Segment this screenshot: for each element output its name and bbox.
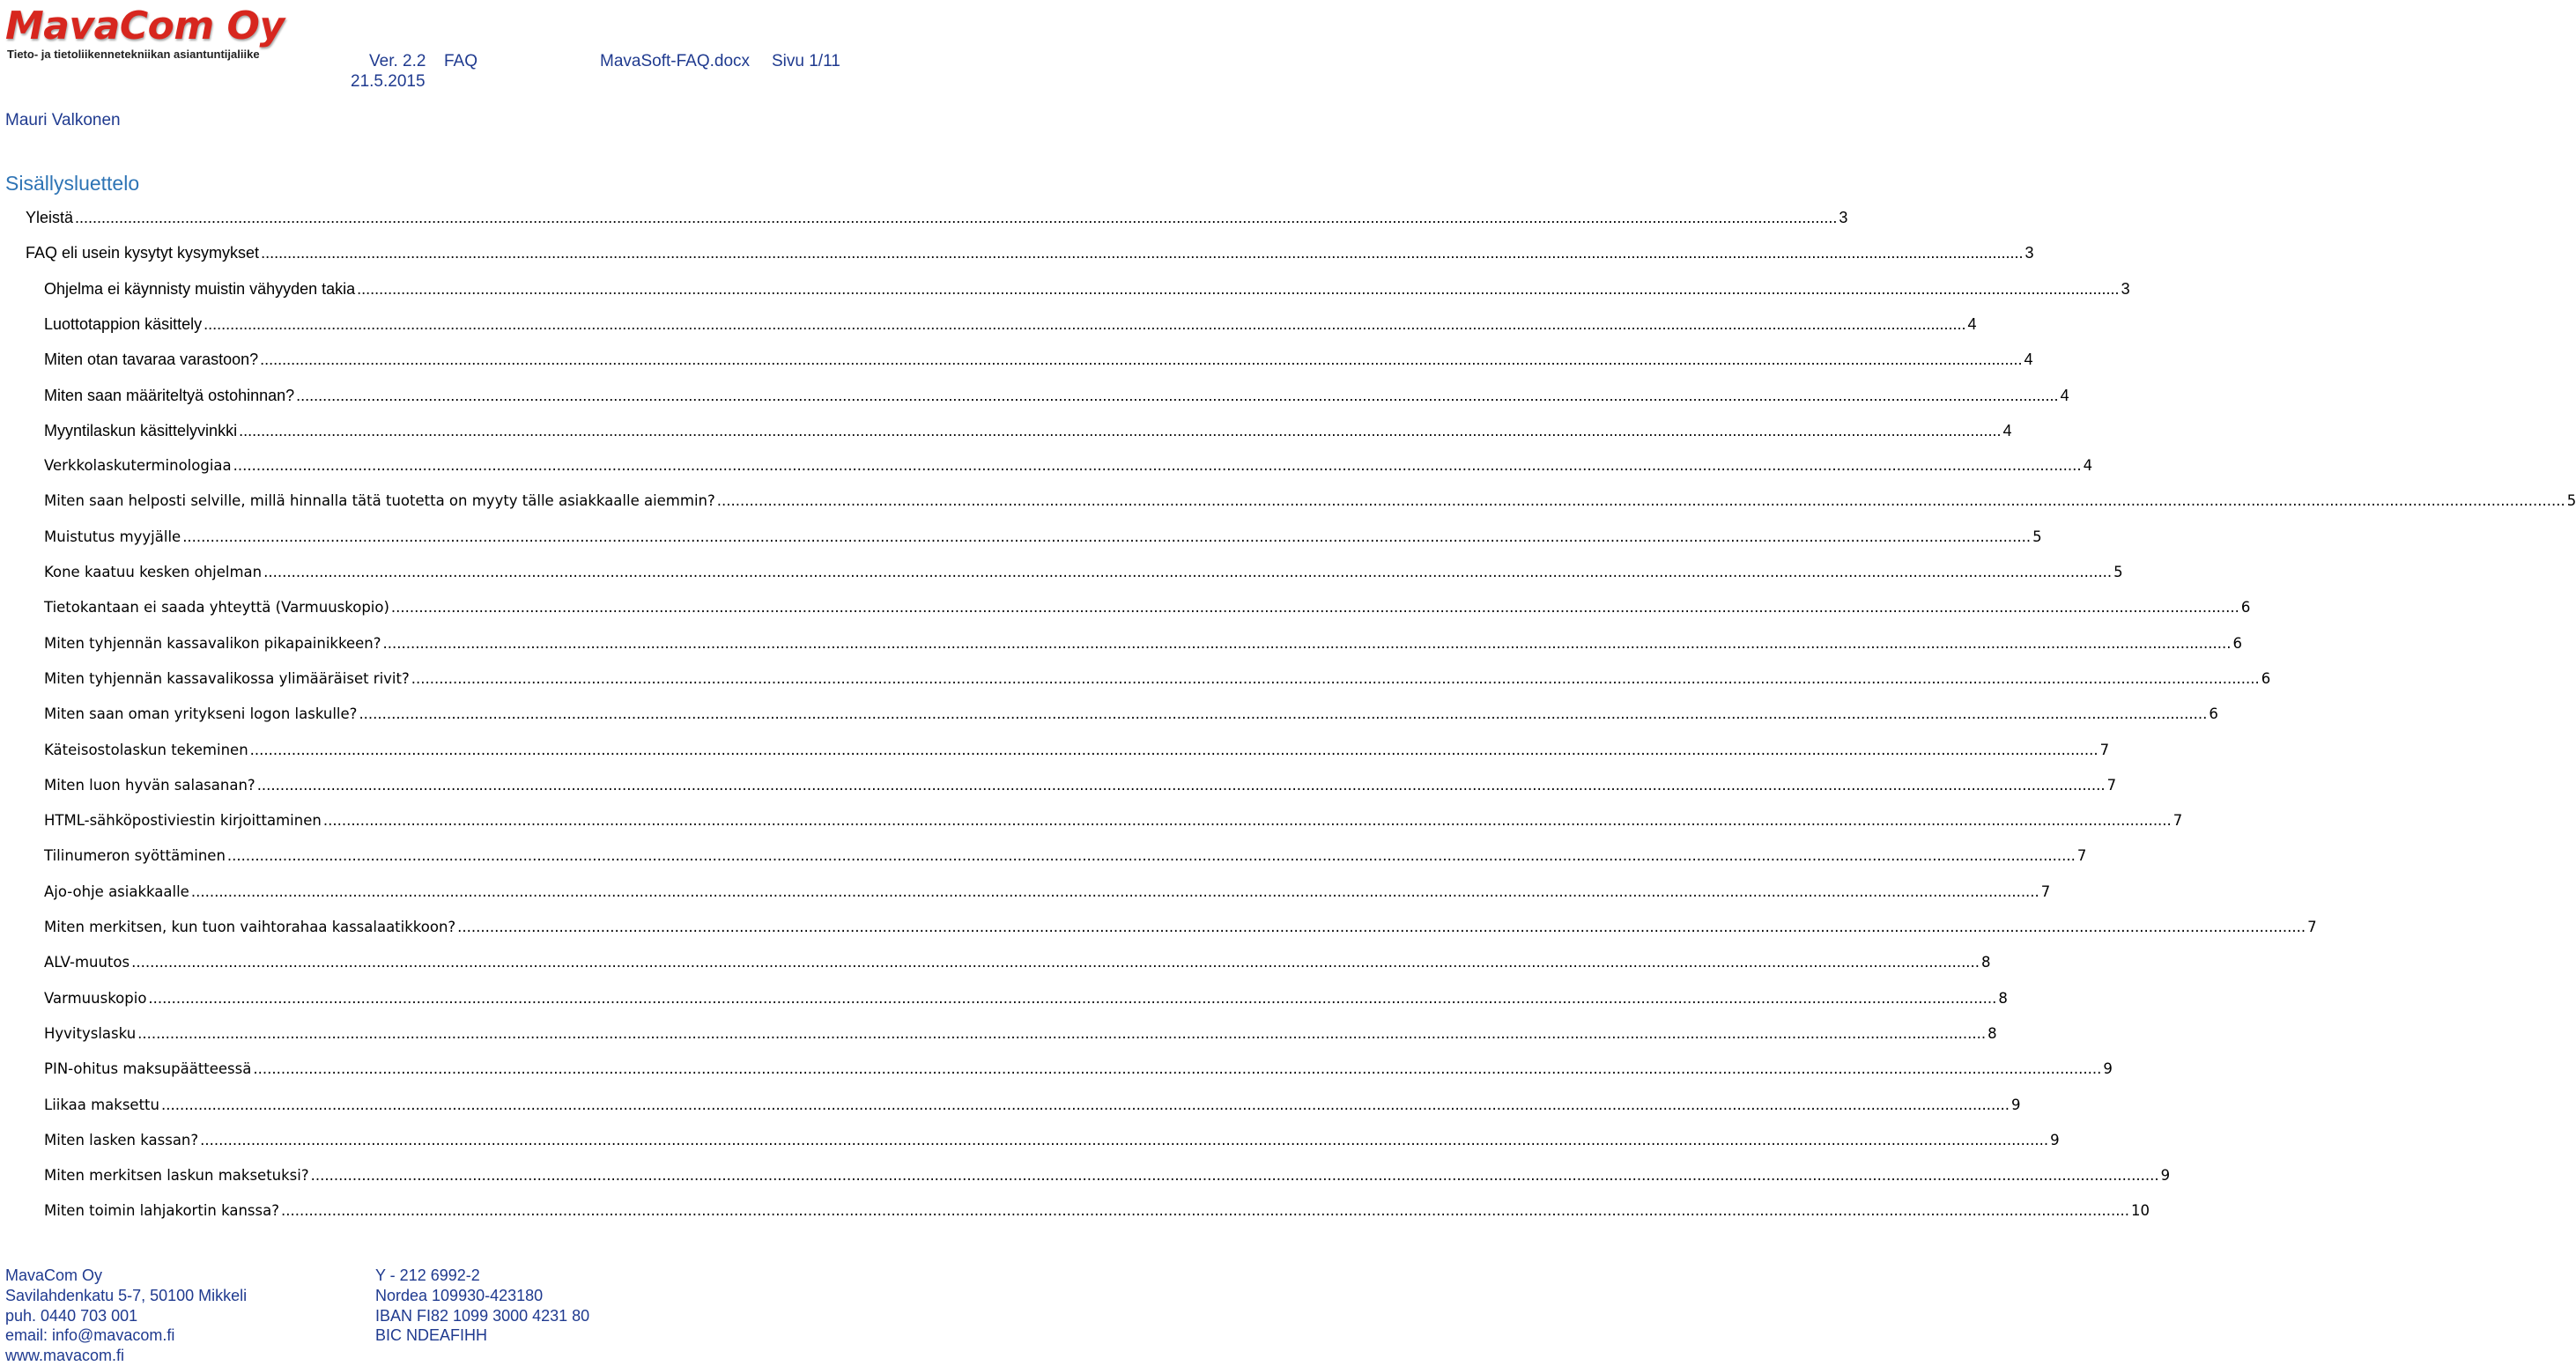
- toc-entry-title: Luottotappion käsittely: [44, 314, 203, 333]
- toc-entry[interactable]: [0, 847, 2087, 870]
- toc-entry-page: 10: [2130, 1202, 2150, 1220]
- toc-entry[interactable]: [0, 599, 2251, 622]
- toc-dot-leader: ................................................................................................................................................................................................................................................................................................................................................................................................................: [160, 1096, 2010, 1113]
- header-page-number: Sivu 1/11: [772, 52, 840, 70]
- toc-entry-page: 4: [2002, 421, 2012, 439]
- toc-dot-leader: ................................................................................................................................................................................................................................................................................................................................................................................................................: [310, 1167, 2159, 1185]
- toc-entry[interactable]: [0, 564, 2123, 587]
- toc-entry-page: 9: [2160, 1167, 2171, 1185]
- footer-bank-info: [375, 1266, 589, 1346]
- toc-entry[interactable]: [0, 1131, 2060, 1155]
- toc-dot-leader: ................................................................................................................................................................................................................................................................................................................................................................................................................: [359, 705, 2208, 723]
- toc-dot-leader: ................................................................................................................................................................................................................................................................................................................................................................................................................: [716, 492, 2565, 510]
- logo-name: MavaCom Oy: [5, 4, 285, 48]
- toc-dot-leader: ................................................................................................................................................................................................................................................................................................................................................................................................................: [137, 1024, 1987, 1042]
- toc-entry-title: Varmuuskopio: [44, 989, 147, 1007]
- toc-entry-title: Hyvityslasku: [44, 1024, 137, 1042]
- toc-dot-leader: ................................................................................................................................................................................................................................................................................................................................................................................................................: [260, 351, 2023, 369]
- author-name: Mauri Valkonen: [5, 111, 121, 129]
- toc-entry-page: 8: [1981, 954, 1991, 971]
- header-filename: MavaSoft-FAQ.docx: [600, 52, 751, 70]
- toc-entry[interactable]: [0, 421, 2012, 445]
- toc-dot-leader: ................................................................................................................................................................................................................................................................................................................................................................................................................: [190, 882, 2039, 900]
- toc-entry-page: 7: [2106, 776, 2117, 794]
- toc-entry[interactable]: [0, 1060, 2113, 1083]
- toc-entry-page: 3: [2121, 279, 2130, 298]
- toc-entry-title: Miten merkitsen, kun tuon vaihtorahaa kassalaatikkoon?: [44, 919, 456, 935]
- toc-dot-leader: ................................................................................................................................................................................................................................................................................................................................................................................................................: [131, 954, 1980, 971]
- toc-entry-page: 7: [2307, 919, 2317, 935]
- toc-entry[interactable]: [0, 882, 2051, 906]
- toc-entry[interactable]: [0, 634, 2242, 658]
- toc-dot-leader: ................................................................................................................................................................................................................................................................................................................................................................................................................: [261, 244, 2024, 262]
- toc-entry[interactable]: [0, 919, 2317, 941]
- toc-entry-title: Käteisostolaskun tekeminen: [44, 741, 248, 758]
- toc-entry-page: 9: [2050, 1131, 2060, 1148]
- toc-entry-title: Kone kaatuu kesken ohjelman: [44, 564, 263, 580]
- footer-business-id: Y - 212 6992-2: [375, 1266, 480, 1284]
- footer-email: email: info@mavacom.fi: [5, 1326, 175, 1345]
- footer-bic: BIC NDEAFIHH: [375, 1326, 488, 1345]
- toc-dot-leader: ................................................................................................................................................................................................................................................................................................................................................................................................................: [249, 741, 2099, 758]
- toc-entry-page: 8: [1988, 1024, 1997, 1042]
- footer-address: Savilahdenkatu 5-7, 50100 Mikkeli: [5, 1286, 248, 1304]
- toc-dot-leader: ................................................................................................................................................................................................................................................................................................................................................................................................................: [239, 421, 2002, 439]
- toc-entry[interactable]: [0, 954, 1991, 977]
- toc-dot-leader: ................................................................................................................................................................................................................................................................................................................................................................................................................: [204, 314, 1966, 333]
- footer-bank-account: Nordea 109930-423180: [375, 1286, 544, 1304]
- toc-entry-title: Miten tyhjennän kassavalikossa ylimääräiset rivit?: [44, 669, 410, 687]
- toc-entry-title: FAQ eli usein kysytyt kysymykset: [26, 244, 260, 262]
- toc-dot-leader: ................................................................................................................................................................................................................................................................................................................................................................................................................: [382, 634, 2232, 652]
- toc-entry-title: HTML-sähköpostiviestin kirjoittaminen: [44, 812, 322, 830]
- toc-entry[interactable]: [0, 812, 2183, 835]
- toc-entry-title: Tilinumeron syöttäminen: [44, 847, 226, 865]
- toc-entry-page: 7: [2076, 847, 2087, 865]
- toc-entry-page: 3: [1839, 209, 1848, 226]
- toc-entry-title: Tietokantaan ei saada yhteyttä (Varmuuskopio): [44, 599, 389, 617]
- toc-entry-title: PIN-ohitus maksupäätteessä: [44, 1060, 252, 1078]
- toc-entry-title: Miten luon hyvän salasanan?: [44, 776, 255, 794]
- toc-entry-title: Miten tyhjennän kassavalikon pikapainikkeen?: [44, 634, 381, 652]
- toc-entry-title: Miten lasken kassan?: [44, 1131, 199, 1148]
- toc-entry[interactable]: [0, 209, 1848, 232]
- header-date: 21.5.2015: [351, 72, 426, 91]
- toc-entry-page: 5: [2032, 528, 2042, 545]
- toc-entry[interactable]: [0, 314, 1977, 338]
- toc-dot-leader: ................................................................................................................................................................................................................................................................................................................................................................................................................: [75, 209, 1838, 226]
- toc-entry-page: 7: [2040, 882, 2051, 900]
- toc-entry-page: 6: [2240, 599, 2251, 617]
- toc-entry[interactable]: [0, 528, 2042, 551]
- toc-entry-page: 4: [2024, 351, 2033, 369]
- toc-entry[interactable]: [0, 1024, 1997, 1048]
- toc-entry-title: Verkkolaskuterminologiaa: [44, 457, 232, 475]
- header-doc-type: FAQ: [444, 52, 478, 70]
- toc-entry-title: ALV-muutos: [44, 954, 130, 971]
- toc-entry-page: 7: [2099, 741, 2110, 758]
- toc-dot-leader: ................................................................................................................................................................................................................................................................................................................................................................................................................: [263, 564, 2113, 580]
- toc-entry[interactable]: [0, 989, 2008, 1013]
- toc-dot-leader: ................................................................................................................................................................................................................................................................................................................................................................................................................: [233, 457, 2082, 475]
- toc-entry[interactable]: [0, 741, 2110, 764]
- toc-entry-page: 9: [2103, 1060, 2113, 1078]
- toc-entry-page: 4: [1967, 314, 1977, 333]
- toc-dot-leader: ................................................................................................................................................................................................................................................................................................................................................................................................................: [322, 812, 2172, 830]
- toc-entry-title: Miten saan määriteltyä ostohinnan?: [44, 386, 295, 404]
- toc-entry-page: 6: [2232, 634, 2242, 652]
- footer-website: www.mavacom.fi: [5, 1347, 125, 1365]
- toc-entry-title: Ajo-ohje asiakkaalle: [44, 882, 189, 900]
- toc-entry-page: 9: [2010, 1096, 2021, 1113]
- toc-entry-page: 6: [2261, 669, 2271, 687]
- toc-entry-title: Myyntilaskun käsittelyvinkki: [44, 421, 238, 439]
- toc-entry-page: 6: [2209, 705, 2218, 723]
- footer-iban: IBAN FI82 1099 3000 4231 80: [375, 1306, 590, 1325]
- toc-entry-page: 8: [1998, 989, 2008, 1007]
- toc-entry-title: Miten toimin lahjakortin kanssa?: [44, 1202, 279, 1220]
- logo-tagline: Tieto- ja tietoliikennetekniikan asiantuntijaliike: [7, 48, 260, 61]
- toc-heading: Sisällysluettelo: [5, 172, 140, 195]
- company-logo: [5, 4, 296, 65]
- toc-entry[interactable]: [0, 669, 2271, 693]
- toc-entry-page: 3: [2025, 244, 2034, 262]
- toc-entry[interactable]: [0, 1096, 2021, 1119]
- toc-dot-leader: ................................................................................................................................................................................................................................................................................................................................................................................................................: [148, 989, 1997, 1007]
- toc-entry[interactable]: [0, 351, 2033, 373]
- toc-entry[interactable]: [0, 776, 2117, 800]
- footer-phone: puh. 0440 703 001: [5, 1306, 138, 1325]
- toc-dot-leader: ................................................................................................................................................................................................................................................................................................................................................................................................................: [253, 1060, 2102, 1078]
- toc-entry[interactable]: [0, 279, 2130, 303]
- toc-dot-leader: ................................................................................................................................................................................................................................................................................................................................................................................................................: [226, 847, 2076, 865]
- toc-entry-title: Liikaa maksettu: [44, 1096, 159, 1113]
- toc-dot-leader: ................................................................................................................................................................................................................................................................................................................................................................................................................: [390, 599, 2239, 617]
- toc-entry[interactable]: [0, 1167, 2171, 1190]
- toc-entry-page: 7: [2173, 812, 2183, 830]
- toc-dot-leader: ................................................................................................................................................................................................................................................................................................................................................................................................................: [457, 919, 2306, 935]
- toc-dot-leader: ................................................................................................................................................................................................................................................................................................................................................................................................................: [256, 776, 2106, 794]
- toc-entry-title: Yleistä: [26, 209, 74, 226]
- toc-dot-leader: ................................................................................................................................................................................................................................................................................................................................................................................................................: [281, 1202, 2129, 1220]
- toc-entry-title: Miten saan helposti selville, millä hinnalla tätä tuotetta on myyty tälle asiakkaalle aiemmin?: [44, 492, 715, 510]
- toc-entry[interactable]: [0, 705, 2218, 728]
- toc-entry-title: Ohjelma ei käynnisty muistin vähyyden takia: [44, 279, 356, 298]
- footer-company-name: MavaCom Oy: [5, 1266, 103, 1284]
- toc-entry[interactable]: [0, 457, 2093, 480]
- toc-dot-leader: ................................................................................................................................................................................................................................................................................................................................................................................................................: [357, 279, 2120, 298]
- toc-entry-title: Miten merkitsen laskun maksetuksi?: [44, 1167, 309, 1185]
- toc-entry-page: 4: [2083, 457, 2093, 475]
- footer-company-info: [5, 1266, 247, 1366]
- toc-entry-title: Muistutus myyjälle: [44, 528, 181, 545]
- toc-entry[interactable]: [0, 1202, 2150, 1225]
- toc-entry[interactable]: [0, 244, 2034, 267]
- toc-entry[interactable]: [0, 492, 2576, 515]
- toc-dot-leader: ................................................................................................................................................................................................................................................................................................................................................................................................................: [182, 528, 2032, 545]
- toc-entry-page: 5: [2566, 492, 2576, 510]
- toc-dot-leader: ................................................................................................................................................................................................................................................................................................................................................................................................................: [200, 1131, 2049, 1148]
- toc-entry-page: 4: [2060, 386, 2069, 404]
- toc-entry-page: 5: [2113, 564, 2123, 580]
- toc-entry-title: Miten saan oman yritykseni logon laskulle?: [44, 705, 358, 723]
- toc-entry-title: Miten otan tavaraa varastoon?: [44, 351, 259, 369]
- toc-dot-leader: ................................................................................................................................................................................................................................................................................................................................................................................................................: [411, 669, 2260, 687]
- toc-dot-leader: ................................................................................................................................................................................................................................................................................................................................................................................................................: [296, 386, 2059, 404]
- toc-entry[interactable]: [0, 386, 2069, 410]
- header-version: Ver. 2.2: [369, 52, 426, 70]
